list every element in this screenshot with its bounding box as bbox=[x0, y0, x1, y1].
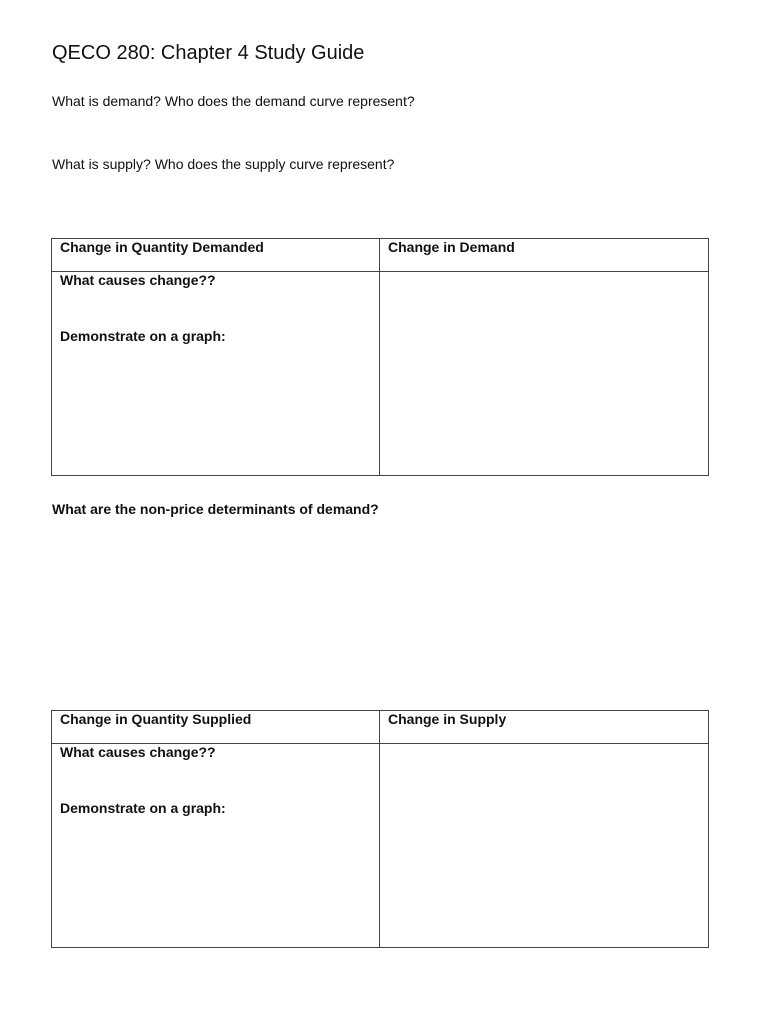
demand-right-cell bbox=[380, 272, 709, 476]
header-change-in-supply: Change in Supply bbox=[380, 711, 709, 744]
demand-table bbox=[51, 238, 709, 476]
supply-right-cell bbox=[380, 744, 709, 948]
supply-causes-prompt: What causes change?? bbox=[60, 744, 216, 760]
header-change-in-demand: Change in Demand bbox=[380, 239, 709, 272]
supply-graph-prompt: Demonstrate on a graph: bbox=[60, 800, 226, 816]
header-change-in-quantity-demanded: Change in Quantity Demanded bbox=[52, 239, 380, 272]
demand-table-header-row bbox=[52, 239, 709, 272]
demand-table-body-row bbox=[52, 272, 709, 476]
supply-table-body-row bbox=[52, 744, 709, 948]
demand-left-cell bbox=[52, 272, 380, 476]
supply-table bbox=[51, 710, 709, 948]
supply-left-cell bbox=[52, 744, 380, 948]
question-supply: What is supply? Who does the supply curve represent? bbox=[52, 156, 395, 172]
demand-causes-prompt: What causes change?? bbox=[60, 272, 216, 288]
question-nonprice-determinants: What are the non-price determinants of demand? bbox=[52, 501, 379, 517]
header-change-in-quantity-supplied: Change in Quantity Supplied bbox=[52, 711, 380, 744]
supply-table-header-row bbox=[52, 711, 709, 744]
question-demand: What is demand? Who does the demand curve represent? bbox=[52, 93, 415, 109]
demand-graph-prompt: Demonstrate on a graph: bbox=[60, 328, 226, 344]
page-title: QECO 280: Chapter 4 Study Guide bbox=[52, 42, 365, 64]
